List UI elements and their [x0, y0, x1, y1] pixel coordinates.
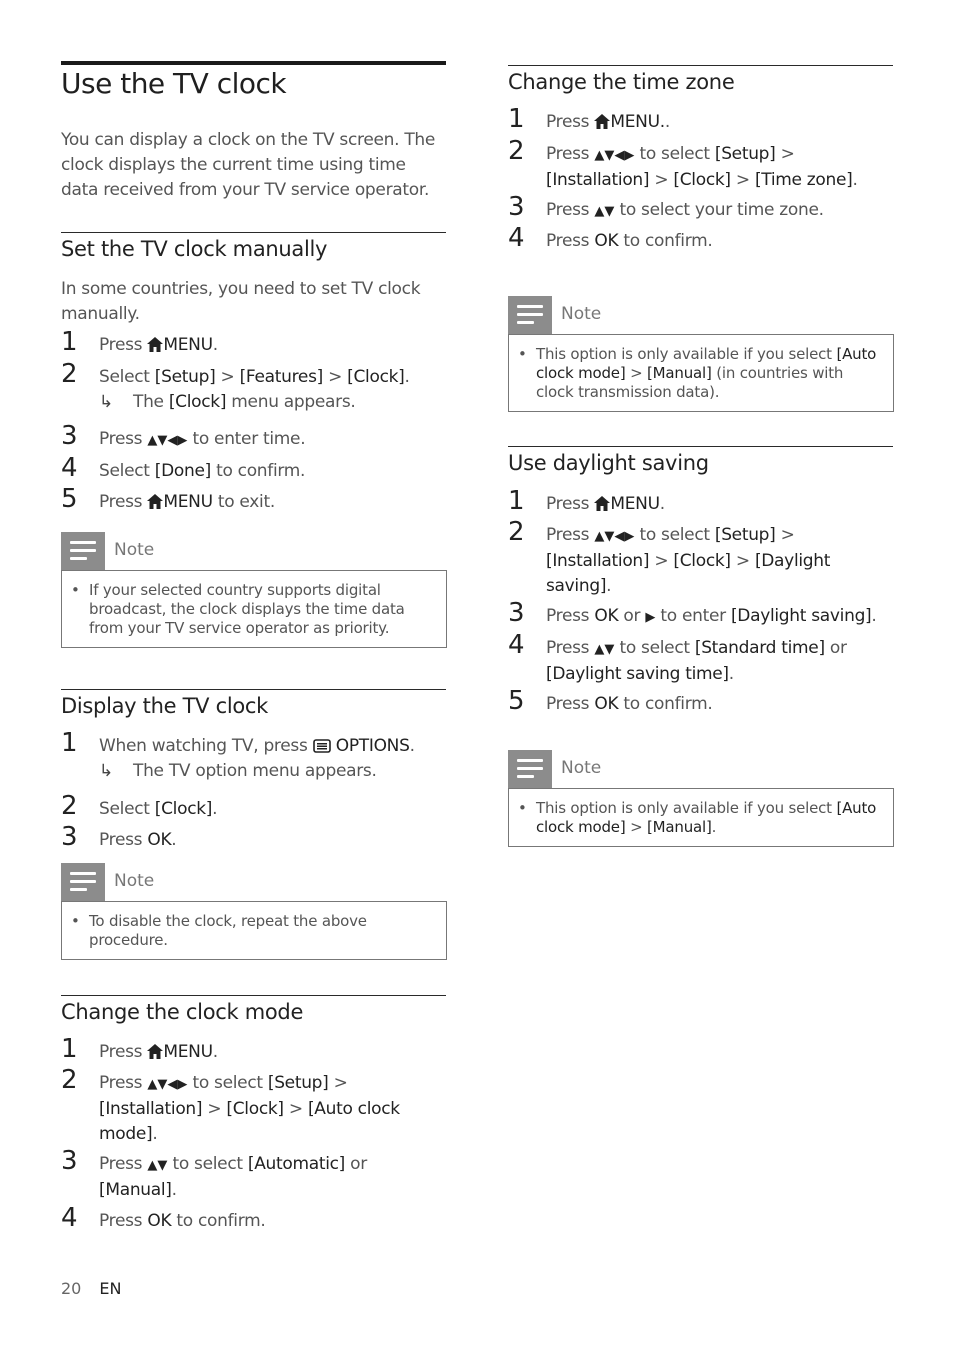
page-title: Use the TV clock	[61, 67, 287, 100]
section-rule	[61, 995, 446, 996]
step-text: Press	[99, 1073, 143, 1093]
separator: >	[207, 1099, 222, 1119]
separator: >	[654, 170, 669, 190]
right-arrow-icon: ▶	[645, 610, 656, 625]
menu-key: MENU.	[610, 112, 665, 132]
step-text: or	[350, 1154, 367, 1174]
menu-path: [Manual]	[99, 1180, 172, 1200]
punct: .	[212, 1042, 218, 1062]
result-arrow-icon: ↳	[99, 392, 113, 412]
step-number: 5	[61, 484, 78, 514]
note-box	[508, 334, 894, 412]
step-text: Press	[546, 200, 590, 220]
ok-key: OK	[594, 606, 619, 626]
note-text	[536, 345, 881, 402]
step-number: 3	[61, 421, 78, 451]
step-number: 3	[61, 822, 78, 852]
home-icon	[594, 496, 610, 511]
step	[61, 822, 447, 853]
ok-key: OK	[147, 830, 172, 850]
menu-path: [Manual]	[647, 364, 712, 382]
menu-path: [Setup]	[154, 367, 216, 387]
step-number: 2	[61, 359, 78, 389]
step-text: or	[623, 606, 641, 626]
step	[61, 453, 447, 484]
options-key: OPTIONS	[335, 736, 410, 756]
step	[61, 359, 447, 415]
step-number: 3	[508, 192, 525, 222]
menu-path: [Installation]	[99, 1099, 203, 1119]
step	[61, 1146, 447, 1203]
bullet: •	[71, 912, 80, 930]
separator: >	[654, 551, 669, 571]
note-header	[508, 750, 894, 788]
note-text	[536, 799, 881, 837]
menu-path: [Installation]	[546, 551, 650, 571]
note-box	[61, 901, 447, 960]
punct: .	[606, 576, 612, 596]
note-text-part: (in countries with clock transmission data).	[536, 364, 844, 401]
step-text: Select	[99, 799, 150, 819]
step-text: When watching TV, press	[99, 736, 308, 756]
step	[508, 598, 894, 630]
menu-path: [Setup]	[714, 525, 776, 545]
menu-path: [Daylight saving]	[546, 551, 831, 596]
step-text: to confirm.	[216, 461, 306, 481]
note-header	[61, 863, 447, 901]
punct: .	[871, 606, 877, 626]
menu-path: [Features]	[239, 367, 323, 387]
step-text: Press	[99, 335, 143, 355]
menu-path: [Auto clock mode]	[536, 799, 877, 836]
step-number: 4	[508, 223, 525, 253]
ok-key: OK	[147, 1211, 172, 1231]
navigation-arrows-icon: ▲▼	[147, 1158, 168, 1173]
step-text: to confirm.	[176, 1211, 266, 1231]
step-number: 3	[61, 1146, 78, 1176]
menu-key: MENU	[163, 492, 213, 512]
intro-paragraph: You can display a clock on the TV screen. The clock displays the current time using time data received from your TV service operator.	[61, 130, 436, 200]
menu-path: [Auto clock mode]	[536, 345, 877, 382]
navigation-arrows-icon: ▲▼	[594, 204, 615, 219]
punct: .	[212, 335, 218, 355]
home-icon	[147, 494, 163, 509]
menu-path: [Clock]	[154, 799, 213, 819]
language-code: EN	[99, 1279, 122, 1298]
separator: >	[328, 367, 343, 387]
step-number: 4	[508, 630, 525, 660]
step	[508, 486, 894, 517]
note-label: Note	[561, 758, 602, 778]
step-text: Select	[99, 367, 150, 387]
home-icon	[147, 337, 163, 352]
step-text: to select	[192, 1073, 263, 1093]
punct: .	[171, 1180, 177, 1200]
heading-daylight-saving: Use daylight saving	[508, 451, 709, 475]
note-label: Note	[114, 871, 155, 891]
section-rule	[508, 65, 893, 66]
punct: .	[664, 112, 670, 132]
menu-path: [Automatic]	[247, 1154, 346, 1174]
step-text: to confirm.	[623, 231, 713, 251]
note-header	[61, 532, 447, 570]
step-number: 1	[61, 728, 78, 758]
manual-intro: In some countries, you need to set TV clock manually.	[61, 279, 421, 324]
note-label: Note	[114, 540, 155, 560]
step-text: Press	[546, 494, 590, 514]
menu-path: [Clock]	[226, 1099, 284, 1119]
punct: .	[852, 170, 858, 190]
step-text: Press	[99, 1154, 143, 1174]
note-icon	[61, 532, 105, 570]
menu-path: [Auto clock mode]	[99, 1099, 400, 1144]
menu-path: [Clock]	[673, 170, 731, 190]
ok-key: OK	[594, 231, 619, 251]
step-text: Press	[99, 429, 143, 449]
note-box	[508, 788, 894, 847]
title-rule	[61, 61, 446, 65]
navigation-arrows-icon: ▲▼◀▶	[147, 433, 188, 448]
page-number: 20	[61, 1279, 82, 1298]
bullet: •	[518, 799, 527, 817]
step-number: 2	[61, 1065, 78, 1095]
menu-path: [Daylight saving]	[730, 606, 872, 626]
punct: .	[152, 1124, 158, 1144]
menu-path: [Clock]	[673, 551, 731, 571]
menu-key: MENU	[163, 335, 213, 355]
bullet: •	[71, 581, 80, 599]
step-number: 5	[508, 686, 525, 716]
separator: >	[780, 525, 795, 545]
step-text: Press	[546, 694, 590, 714]
result-text: menu appears.	[231, 392, 356, 412]
step	[508, 630, 894, 687]
step-text: to enter	[660, 606, 726, 626]
step-number: 1	[61, 327, 78, 357]
step-text: Press	[546, 606, 590, 626]
step-text: to select	[619, 638, 690, 658]
navigation-arrows-icon: ▲▼◀▶	[594, 148, 635, 163]
step-number: 4	[61, 1203, 78, 1233]
step-text: or	[829, 638, 847, 658]
step	[61, 1034, 447, 1065]
step-text: to select your time zone.	[619, 200, 824, 220]
section-rule	[508, 446, 893, 447]
step-text: Press	[546, 638, 590, 658]
note-box	[61, 570, 447, 648]
step-text: Press	[99, 1042, 143, 1062]
page-footer	[61, 1279, 121, 1298]
heading-display-clock: Display the TV clock	[61, 694, 269, 718]
menu-path: [Manual]	[647, 818, 712, 836]
note-text: To disable the clock, repeat the above procedure.	[89, 912, 367, 949]
heading-change-time-zone: Change the time zone	[508, 70, 735, 94]
separator: >	[220, 367, 235, 387]
step-number: 2	[61, 791, 78, 821]
menu-key: MENU	[610, 494, 660, 514]
navigation-arrows-icon: ▲▼◀▶	[594, 529, 635, 544]
menu-path: [Done]	[154, 461, 211, 481]
note-label: Note	[561, 304, 602, 324]
punct: .	[404, 367, 410, 387]
punct: .	[409, 736, 415, 756]
separator: >	[630, 364, 643, 382]
step-number: 4	[61, 453, 78, 483]
section-rule	[61, 232, 446, 233]
punct: .	[171, 830, 177, 850]
step	[61, 1065, 447, 1147]
step-text: Press	[99, 492, 143, 512]
home-icon	[147, 1044, 163, 1059]
separator: >	[735, 551, 750, 571]
note-icon	[508, 750, 552, 788]
step	[61, 421, 447, 453]
step-text: to select	[172, 1154, 243, 1174]
menu-path: [Setup]	[267, 1073, 329, 1093]
options-icon	[313, 739, 331, 753]
separator: >	[780, 144, 795, 164]
separator: >	[288, 1099, 303, 1119]
result-text: The	[133, 392, 164, 412]
result-text: The TV option menu appears.	[133, 761, 377, 781]
step-text: to select	[639, 144, 710, 164]
step	[508, 223, 894, 254]
punct: .	[711, 818, 717, 836]
section-rule	[61, 689, 446, 690]
heading-change-clock-mode: Change the clock mode	[61, 1000, 304, 1024]
result-arrow-icon: ↳	[99, 761, 113, 781]
step-number: 1	[508, 104, 525, 134]
punct: .	[659, 494, 665, 514]
step	[61, 484, 447, 515]
step-number: 1	[61, 1034, 78, 1064]
menu-path: [Time zone]	[754, 170, 853, 190]
note-icon	[508, 296, 552, 334]
menu-path: [Installation]	[546, 170, 650, 190]
step-number: 2	[508, 517, 525, 547]
step-number: 2	[508, 136, 525, 166]
step	[508, 686, 894, 717]
step	[61, 1203, 447, 1234]
note-text-part: This option is only available if you select	[536, 799, 832, 817]
separator: >	[735, 170, 750, 190]
step	[508, 136, 894, 193]
step-text: to confirm.	[623, 694, 713, 714]
step	[61, 327, 447, 358]
step-text: to enter time.	[192, 429, 306, 449]
separator: >	[333, 1073, 348, 1093]
navigation-arrows-icon: ▲▼	[594, 642, 615, 657]
step-text: Press	[99, 1211, 143, 1231]
menu-path: [Daylight saving time]	[546, 664, 729, 684]
navigation-arrows-icon: ▲▼◀▶	[147, 1077, 188, 1092]
menu-path: [Clock]	[168, 392, 227, 412]
heading-set-clock-manually: Set the TV clock manually	[61, 237, 328, 261]
step-text: Press	[546, 112, 590, 132]
step	[61, 728, 447, 784]
note-text: If your selected country supports digital broadcast, the clock displays the time data from your TV service operator as priority.	[89, 581, 405, 637]
punct: .	[212, 799, 218, 819]
menu-path: [Standard time]	[694, 638, 825, 658]
step-text: Press	[546, 525, 590, 545]
step-text: Press	[546, 144, 590, 164]
menu-path: [Clock]	[347, 367, 405, 387]
note-text-part: This option is only available if you select	[536, 345, 832, 363]
step	[508, 104, 894, 135]
menu-path: [Setup]	[714, 144, 776, 164]
step-text: to select	[639, 525, 710, 545]
step	[61, 791, 447, 822]
step	[508, 192, 894, 224]
step-text: Press	[99, 830, 143, 850]
menu-key: MENU	[163, 1042, 213, 1062]
punct: .	[728, 664, 734, 684]
note-header	[508, 296, 894, 334]
step-text: to exit.	[217, 492, 275, 512]
bullet: •	[518, 345, 527, 363]
step-number: 1	[508, 486, 525, 516]
step-text: Select	[99, 461, 150, 481]
step-number: 3	[508, 598, 525, 628]
step	[508, 517, 894, 599]
note-icon	[61, 863, 105, 901]
separator: >	[630, 818, 643, 836]
home-icon	[594, 114, 610, 129]
ok-key: OK	[594, 694, 619, 714]
step-text: Press	[546, 231, 590, 251]
